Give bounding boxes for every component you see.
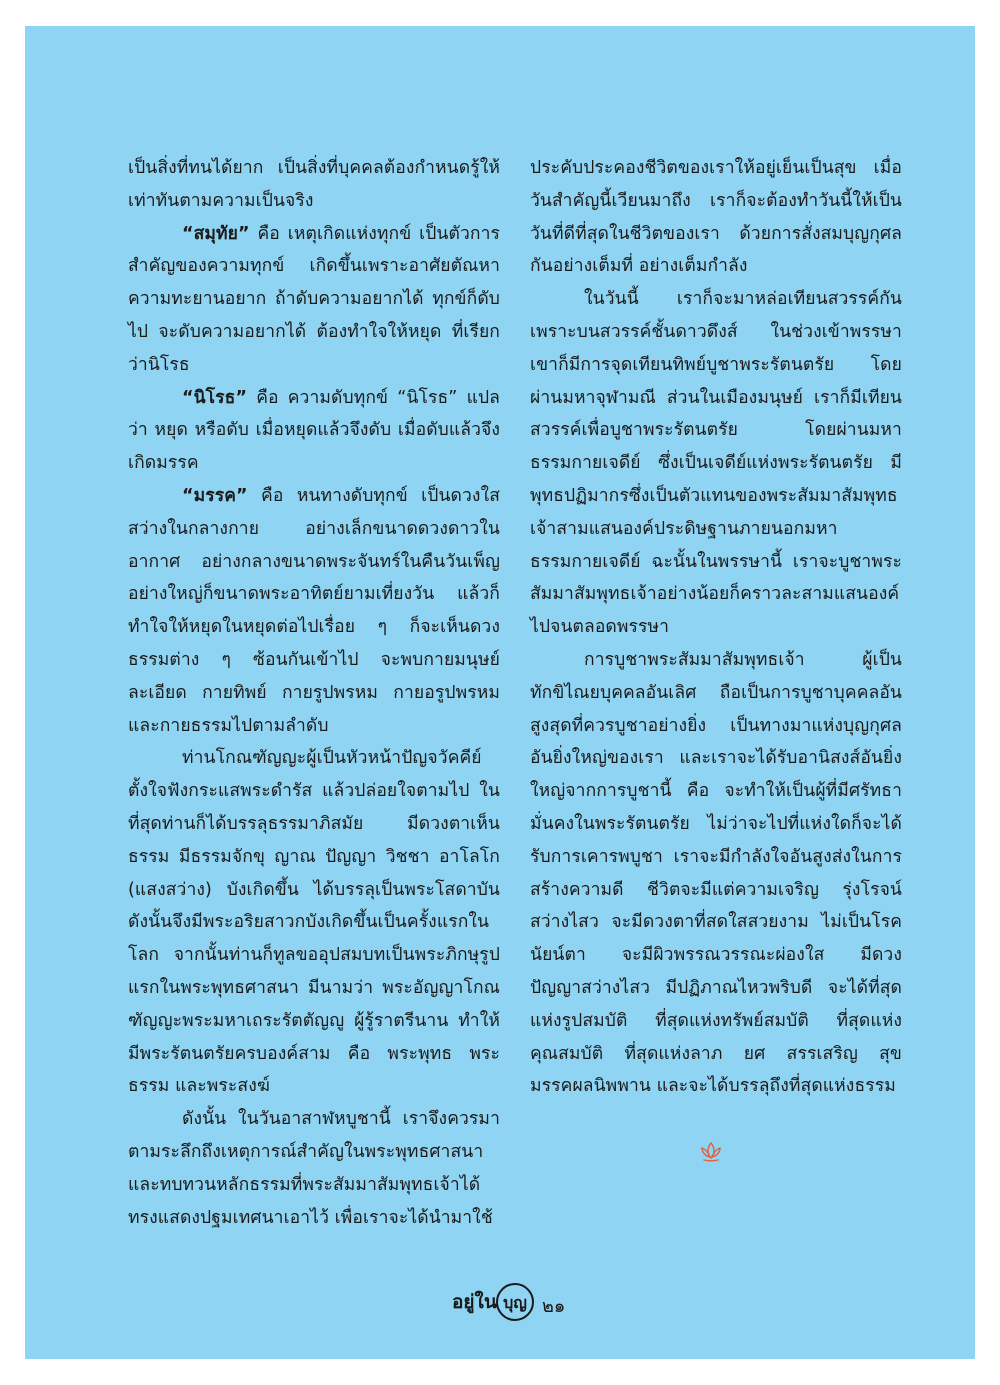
paragraph-samudaya: [128, 218, 500, 382]
paragraph-text: คือ เหตุเกิดแห่งทุกข์ เป็นตัวการสำคัญของความทุกข์ เกิดขึ้นเพราะอาศัยตัณหาความทะยานอยาก ถ้าดับความอยากได้ ทุกข์ก็ดับไป จะดับความอยากได้ ต้องทำใจให้หยุด ที่เรียกว่านิโรธ: [128, 223, 500, 375]
term-samudaya: “สมุทัย”: [182, 223, 250, 244]
lotus-icon: [698, 1140, 724, 1164]
footer-logo-text: อยู่ใน: [452, 1291, 497, 1313]
footer: [452, 1281, 592, 1325]
paragraph: การบูชาพระสัมมาสัมพุทธเจ้า ผู้เป็นทักขิไณยบุคคลอันเลิศ ถือเป็นการบูชาบุคคลอันสูงสุดที่ควรบูชาอย่างยิ่ง เป็นทางมาแห่งบุญกุศลอันยิ่งใหญ่ของเรา และเราจะได้รับอานิสงส์อันยิ่งใหญ่จากการบูชานี้ คือ จะทำให้เป็นผู้ที่มีศรัทธามั่นคงในพระรัตนตรัย ไม่ว่าจะไปที่แห่งใดก็จะได้รับการเคารพบูชา เราจะมีกำลังใจอันสูงส่งในการสร้างความดี ชีวิตจะมีแต่ความเจริญ รุ่งโรจน์ สว่างไสว จะมีดวงตาที่สดใสสวยงาม ไม่เป็นโรคนัยน์ตา จะมีผิวพรรณวรรณะผ่องใส มีดวงปัญญาสว่างไสว มีปฏิภาณไหวพริบดี จะได้ที่สุดแห่งรูปสมบัติ ที่สุดแห่งทรัพย์สมบัติ ที่สุดแห่งคุณสมบัติ ที่สุดแห่งลาภ ยศ สรรเสริญ สุข มรรคผลนิพพาน และจะได้บรรลุถึงที่สุดแห่งธรรม: [530, 649, 902, 1097]
footer-logo-circle: [496, 1283, 534, 1321]
page-number: ๒๑: [542, 1296, 566, 1317]
term-magga: “มรรค”: [182, 485, 248, 506]
footer-logo-inner: บุญ: [503, 1293, 527, 1312]
right-column: [530, 152, 902, 1103]
paragraph-magga: [128, 480, 500, 742]
term-nirodha: “นิโรธ”: [182, 387, 248, 408]
paragraph: เป็นสิ่งที่ทนได้ยาก เป็นสิ่งที่บุคคลต้องกำหนดรู้ให้เท่าทันตามความเป็นจริง: [128, 158, 500, 211]
paragraph: ท่านโกณฑัญญะผู้เป็นหัวหน้าปัญจวัคคีย์ ตั้งใจฟังกระแสพระดำรัส แล้วปล่อยใจตามไป ในที่สุดท่านก็ได้บรรลุธรรมาภิสมัย มีดวงตาเห็นธรรม มีธรรมจักขุ ญาณ ปัญญา วิชชา อาโลโก (แสงสว่าง) บังเกิดขึ้น ได้บรรลุเป็นพระโสดาบัน ดังนั้นจึงมีพระอริยสาวกบังเกิดขึ้นเป็นครั้งแรกในโลก จากนั้นท่านก็ทูลขออุปสมบทเป็นพระภิกษุรูปแรกในพระพุทธศาสนา มีนามว่า พระอัญญาโกณฑัญญะพระมหาเถระรัตตัญญู ผู้รู้ราตรีนาน ทำให้มีพระรัตนตรัยครบองค์สาม คือ พระพุทธ พระธรรม และพระสงฆ์: [128, 748, 500, 1097]
paragraph-text: คือ หนทางดับทุกข์ เป็นดวงใสสว่างในกลางกาย อย่างเล็กขนาดดวงดาวในอากาศ อย่างกลางขนาดพระจันทร์ในคืนวันเพ็ญ อย่างใหญ่ก็ขนาดพระอาทิตย์ยามเที่ยงวัน แล้วก็ทำใจให้หยุดในหยุดต่อไปเรื่อย ๆ ก็จะเห็นดวงธรรมต่าง ๆ ซ้อนกันเข้าไป จะพบกายมนุษย์ละเอียด กายทิพย์ กายรูปพรหม กายอรูปพรหม และกายธรรมไปตามลำดับ: [128, 485, 500, 736]
paragraph: ในวันนี้ เราก็จะมาหล่อเทียนสวรรค์กัน เพราะบนสวรรค์ชั้นดาวดึงส์ ในช่วงเข้าพรรษาเขาก็มีการจุดเทียนทิพย์บูชาพระรัตนตรัย โดยผ่านมหาจุฬามณี ส่วนในเมืองมนุษย์ เราก็มีเทียนสวรรค์เพื่อบูชาพระรัตนตรัย โดยผ่านมหาธรรมกายเจดีย์ ซึ่งเป็นเจดีย์แห่งพระรัตนตรัย มีพุทธปฏิมากรซึ่งเป็นตัวแทนของพระสัมมาสัมพุทธเจ้าสามแสนองค์ประดิษฐานภายนอกมหาธรรมกายเจดีย์ ฉะนั้นในพรรษานี้ เราจะบูชาพระสัมมาสัมพุทธเจ้าอย่างน้อยก็คราวละสามแสนองค์ไปจนตลอดพรรษา: [530, 289, 902, 638]
left-column: [128, 152, 500, 1234]
paragraph: ประคับประคองชีวิตของเราให้อยู่เย็นเป็นสุข เมื่อวันสำคัญนี้เวียนมาถึง เราก็จะต้องทำวันนี้ให้เป็นวันที่ดีที่สุดในชีวิตของเรา ด้วยการสั่งสมบุญกุศลกันอย่างเต็มที่ อย่างเต็มกำลัง: [530, 158, 902, 277]
paragraph: ดังนั้น ในวันอาสาฬหบูชานี้ เราจึงควรมาตามระลึกถึงเหตุการณ์สำคัญในพระพุทธศาสนา และทบทวนหลักธรรมที่พระสัมมาสัมพุทธเจ้าได้ทรงแสดงปฐมเทศนาเอาไว้ เพื่อเราจะได้นำมาใช้: [128, 1109, 500, 1228]
paragraph-text: คือ ความดับทุกข์ “นิโรธ” แปลว่า หยุด หรือดับ เมื่อหยุดแล้วจึงดับ เมื่อดับแล้วจึงเกิดมรรค: [128, 387, 500, 474]
paragraph-nirodha: [128, 382, 500, 480]
